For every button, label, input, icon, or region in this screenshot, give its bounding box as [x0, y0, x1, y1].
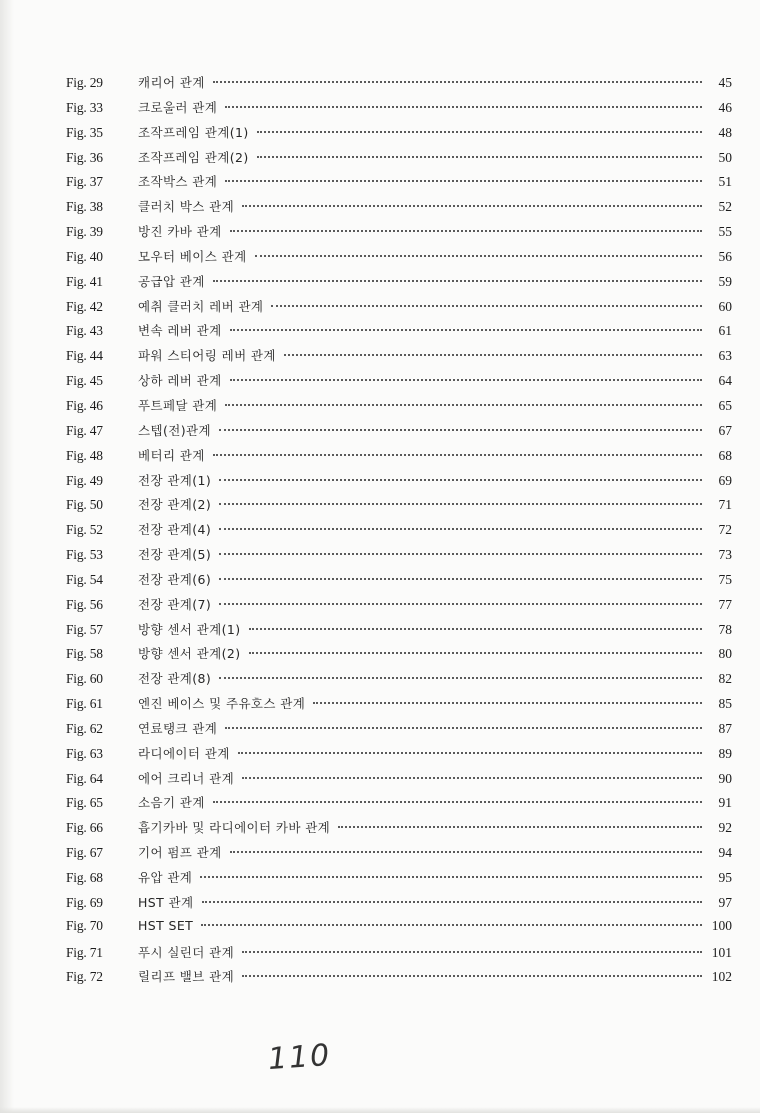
- dot-leader: [225, 404, 702, 406]
- figure-title: 상하 레버 관계: [138, 373, 222, 389]
- dot-leader: [230, 379, 702, 381]
- figure-title: 공급압 관계: [138, 273, 205, 289]
- page-number: 55: [718, 224, 732, 240]
- figure-list-entry: [66, 669, 732, 694]
- dot-leader: [242, 975, 702, 977]
- figure-number: Fig. 46: [66, 397, 103, 413]
- figure-number: Fig. 56: [66, 596, 103, 612]
- dot-leader: [219, 677, 702, 679]
- page-number: 77: [718, 596, 732, 612]
- figure-list-entry: [66, 644, 732, 669]
- figure-list: [66, 73, 732, 992]
- figure-number: Fig. 39: [66, 224, 103, 240]
- dot-leader: [213, 801, 702, 803]
- page-number: 63: [718, 348, 732, 364]
- figure-title: 푸트페달 관계: [138, 397, 218, 413]
- page-number: 59: [718, 273, 732, 289]
- figure-title: HST 관계: [138, 894, 194, 910]
- dot-leader: [219, 503, 702, 505]
- figure-number: Fig. 62: [66, 720, 103, 736]
- figure-number: Fig. 57: [66, 621, 103, 637]
- figure-title: 크로울러 관계: [138, 99, 218, 115]
- dot-leader: [249, 652, 702, 654]
- figure-title: 전장 관계(5): [138, 547, 212, 563]
- dot-leader: [213, 454, 702, 456]
- figure-list-entry: [66, 793, 732, 818]
- dot-leader: [219, 603, 702, 605]
- page-number: 64: [718, 373, 732, 389]
- dot-leader: [230, 329, 702, 331]
- figure-list-entry: [66, 595, 732, 620]
- figure-number: Fig. 50: [66, 497, 103, 513]
- figure-number: Fig. 36: [66, 149, 103, 165]
- figure-list-entry: [66, 247, 732, 272]
- figure-number: Fig. 63: [66, 745, 103, 761]
- figure-number: Fig. 58: [66, 646, 103, 662]
- figure-number: Fig. 38: [66, 199, 103, 215]
- figure-number: Fig. 68: [66, 870, 103, 885]
- page-number: 75: [718, 571, 732, 587]
- dot-leader: [219, 578, 702, 580]
- figure-title: 모우터 베이스 관계: [138, 248, 247, 264]
- dot-leader: [230, 851, 702, 853]
- figure-number: Fig. 43: [66, 323, 103, 339]
- figure-list-entry: [66, 396, 732, 421]
- dot-leader: [313, 702, 702, 704]
- figure-list-entry: [66, 346, 732, 371]
- page-number: 80: [718, 646, 732, 662]
- page-number: 94: [718, 845, 732, 861]
- figure-list-entry: [66, 98, 732, 123]
- figure-number: Fig. 40: [66, 248, 103, 264]
- figure-number: Fig. 61: [66, 696, 103, 712]
- page-number: 68: [718, 447, 732, 463]
- figure-title: 방향 센서 관계(1): [138, 621, 241, 637]
- page-number: 48: [718, 124, 732, 140]
- figure-number: Fig. 54: [66, 571, 103, 587]
- figure-title: 기어 펌프 관계: [138, 845, 222, 861]
- figure-number: Fig. 35: [66, 124, 103, 140]
- page-number: 71: [718, 497, 732, 513]
- dot-leader: [242, 951, 702, 953]
- dot-leader: [238, 752, 702, 754]
- figure-list-entry: [66, 769, 732, 794]
- figure-list-entry: [66, 694, 732, 719]
- page-number: 46: [718, 99, 732, 115]
- page-number: 91: [718, 795, 732, 811]
- figure-title: 파워 스티어링 레버 관계: [138, 348, 276, 364]
- dot-leader: [213, 280, 702, 282]
- page-number: 69: [718, 472, 732, 488]
- dot-leader: [225, 727, 702, 729]
- dot-leader: [257, 156, 702, 158]
- dot-leader: [219, 479, 702, 481]
- dot-leader: [225, 180, 702, 182]
- page-number: 100: [711, 917, 732, 933]
- figure-list-entry: [66, 570, 732, 595]
- figure-number: Fig. 48: [66, 447, 103, 463]
- page-number: 97: [718, 894, 732, 910]
- figure-list-entry: [66, 545, 732, 570]
- figure-number: Fig. 45: [66, 373, 103, 389]
- figure-list-entry: [66, 620, 732, 645]
- figure-number: Fig. 70: [66, 917, 103, 933]
- figure-list-entry: [66, 868, 732, 893]
- dot-leader: [225, 106, 702, 108]
- dot-leader: [230, 230, 702, 232]
- figure-number: Fig. 71: [66, 944, 103, 960]
- figure-number: Fig. 47: [66, 422, 103, 438]
- page-number: 87: [718, 720, 732, 736]
- figure-list-entry: [66, 893, 732, 918]
- page-number: 51: [718, 174, 732, 190]
- figure-title: 전장 관계(8): [138, 671, 212, 687]
- figure-list-entry: [66, 148, 732, 173]
- page-number: 65: [718, 397, 732, 413]
- figure-title: 엔진 베이스 및 주유호스 관계: [138, 696, 306, 712]
- page-number: 73: [718, 547, 732, 563]
- figure-number: Fig. 67: [66, 845, 103, 861]
- page-number: 56: [718, 248, 732, 264]
- dot-leader: [219, 528, 702, 530]
- figure-list-entry: [66, 471, 732, 496]
- figure-list-entry: [66, 495, 732, 520]
- dot-leader: [219, 553, 702, 555]
- figure-list-entry: [66, 843, 732, 868]
- figure-list-entry: [66, 719, 732, 744]
- figure-title: 전장 관계(7): [138, 596, 212, 612]
- figure-number: Fig. 69: [66, 894, 103, 910]
- figure-title: 전장 관계(2): [138, 497, 212, 513]
- figure-title: 라디에이터 관계: [138, 745, 230, 761]
- figure-title: 조작프레임 관계(2): [138, 149, 249, 165]
- figure-list-entry: [66, 967, 732, 992]
- figure-title: HST SET: [138, 917, 194, 933]
- dot-leader: [242, 777, 702, 779]
- page-number: 85: [718, 696, 732, 712]
- figure-number: Fig. 33: [66, 99, 103, 115]
- dot-leader: [219, 429, 702, 431]
- page-number: 61: [718, 323, 732, 339]
- page-number: 52: [718, 199, 732, 215]
- figure-number: Fig. 29: [66, 75, 103, 90]
- page-number: 92: [718, 820, 732, 836]
- figure-number: Fig. 72: [66, 969, 103, 985]
- figure-title: 변속 레버 관계: [138, 323, 222, 339]
- scan-bottom-edge: [0, 1107, 760, 1113]
- figure-title: 릴리프 밸브 관계: [138, 969, 235, 985]
- figure-list-entry: [66, 321, 732, 346]
- figure-list-entry: [66, 371, 732, 396]
- page-number: 45: [718, 75, 732, 90]
- figure-number: Fig. 65: [66, 795, 103, 811]
- page-number: 60: [718, 298, 732, 314]
- dot-leader: [213, 81, 702, 83]
- figure-list-entry: [66, 520, 732, 545]
- figure-title: 방진 카바 관계: [138, 224, 222, 240]
- dot-leader: [200, 876, 702, 878]
- figure-title: 클러치 박스 관계: [138, 199, 235, 215]
- figure-number: Fig. 52: [66, 522, 103, 538]
- figure-title: 전장 관계(4): [138, 522, 212, 538]
- figure-list-entry: [66, 197, 732, 222]
- figure-list-entry: [66, 73, 732, 98]
- figure-number: Fig. 42: [66, 298, 103, 314]
- figure-list-entry: [66, 272, 732, 297]
- figure-number: Fig. 53: [66, 547, 103, 563]
- page-number: 102: [711, 969, 732, 985]
- page-number: 101: [711, 944, 732, 960]
- figure-list-entry: [66, 123, 732, 148]
- figure-title: 조작프레임 관계(1): [138, 124, 249, 140]
- figure-title: 흡기카바 및 라디에이터 카바 관계: [138, 820, 331, 836]
- dot-leader: [271, 305, 702, 307]
- figure-number: Fig. 41: [66, 273, 103, 289]
- figure-number: Fig. 64: [66, 770, 103, 786]
- figure-list-entry: [66, 421, 732, 446]
- page-number: 50: [718, 149, 732, 165]
- figure-number: Fig. 44: [66, 348, 103, 364]
- dot-leader: [242, 205, 702, 207]
- handwritten-page-number: 110: [266, 1037, 333, 1078]
- figure-title: 스텝(전)관계: [138, 422, 211, 438]
- figure-title: 예취 클러치 레버 관계: [138, 298, 264, 314]
- dot-leader: [284, 354, 702, 356]
- figure-list-entry: [66, 172, 732, 197]
- page-number: 95: [718, 870, 732, 885]
- figure-title: 에어 크리너 관계: [138, 770, 235, 786]
- scan-edge-shadow: [0, 0, 14, 1113]
- figure-title: 전장 관계(6): [138, 571, 212, 587]
- dot-leader: [257, 131, 702, 133]
- figure-list-entry: [66, 446, 732, 471]
- figure-title: 소음기 관계: [138, 795, 205, 811]
- figure-title: 유압 관계: [138, 870, 193, 885]
- page-number: 89: [718, 745, 732, 761]
- dot-leader: [255, 255, 702, 257]
- figure-title: 베터리 관계: [138, 447, 205, 463]
- figure-title: 푸시 실린더 관계: [138, 944, 235, 960]
- page-number: 90: [718, 770, 732, 786]
- figure-title: 캐리어 관계: [138, 75, 205, 90]
- dot-leader: [201, 924, 702, 926]
- dot-leader: [202, 901, 703, 903]
- figure-number: Fig. 37: [66, 174, 103, 190]
- figure-list-entry: [66, 918, 732, 943]
- page-number: 82: [718, 671, 732, 687]
- page-number: 67: [718, 422, 732, 438]
- figure-title: 조작박스 관계: [138, 174, 218, 190]
- figure-list-entry: [66, 222, 732, 247]
- figure-title: 연료탱크 관계: [138, 720, 218, 736]
- figure-number: Fig. 66: [66, 820, 103, 836]
- dot-leader: [249, 628, 702, 630]
- figure-list-entry: [66, 744, 732, 769]
- figure-number: Fig. 49: [66, 472, 103, 488]
- page-number: 78: [718, 621, 732, 637]
- figure-list-entry: [66, 297, 732, 322]
- figure-title: 방향 센서 관계(2): [138, 646, 241, 662]
- figure-list-entry: [66, 818, 732, 843]
- page-number: 72: [718, 522, 732, 538]
- dot-leader: [338, 826, 702, 828]
- figure-number: Fig. 60: [66, 671, 103, 687]
- figure-title: 전장 관계(1): [138, 472, 212, 488]
- figure-list-entry: [66, 943, 732, 968]
